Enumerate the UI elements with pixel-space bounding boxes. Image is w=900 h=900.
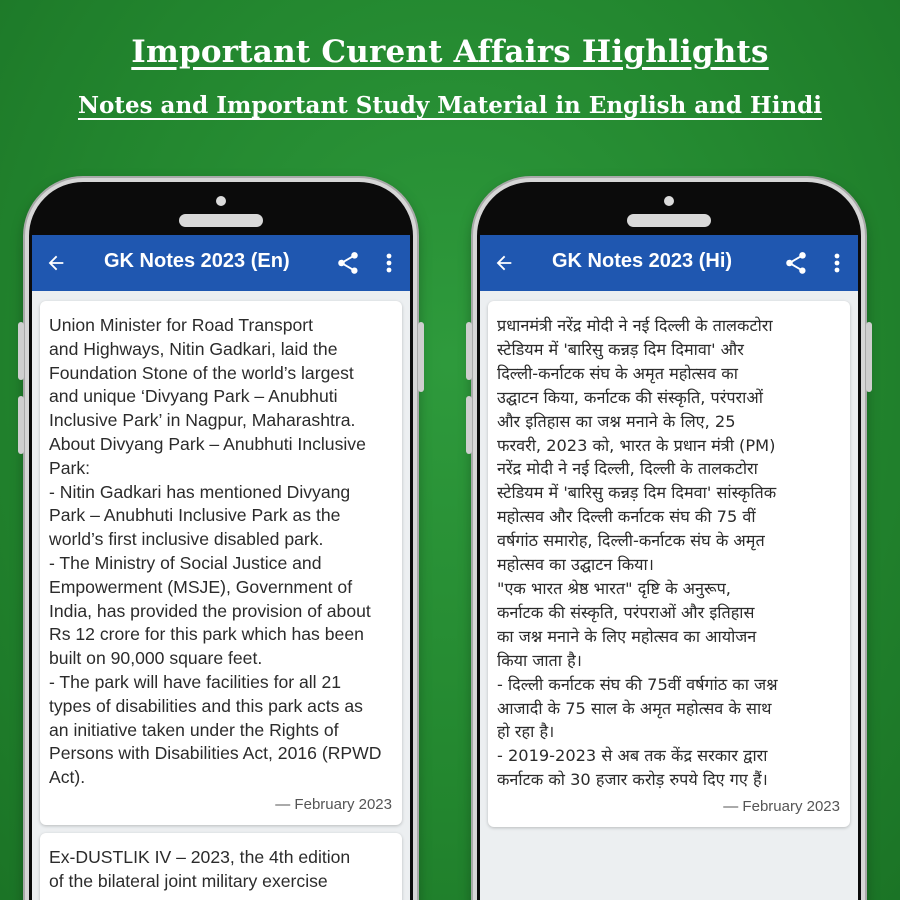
volume-down-button (466, 396, 472, 454)
earpiece-speaker (627, 214, 711, 227)
phone-screen (480, 235, 858, 900)
note-text: Union Minister for Road Transport and Highways, Nitin Gadkari, laid the Foundation Stone of the world’s largest and unique ‘Divyang Park – Anubhuti Inclusive Park’ in Nagpur, Maharashtra. About Divyang Park – Anubhuti Inclusive Park: - Nitin Gadkari has mentioned Divyang Park – Anubhuti Inclusive Park as the world’s first inclusive disabled park. - The Ministry of Social Justice and Empowerment (MSJE), Government of India, has provided the provision of about Rs 12 crore for this park which has been built on 90,000 square feet. - The park will have facilities for all 21 types of disabilities and this park acts as an initiative taken under the Rights of Persons with Disabilities Act, 2016 (RPWD Act). (49, 315, 382, 788)
volume-down-button (18, 396, 24, 454)
volume-up-button (466, 322, 472, 380)
phone-screen (32, 235, 410, 900)
note-card[interactable] (488, 301, 850, 827)
promo-title: Important Curent Affairs Highlights (131, 34, 769, 70)
note-text: प्रधानमंत्री नरेंद्र मोदी ने नई दिल्ली के तालकटोरा स्टेडियम में 'बारिसु कन्नड़ दिम दिमावा' और दिल्ली-कर्नाटक संघ के अमृत महोत्सव का उद्घाटन किया, कर्नाटक की संस्कृति, परंपराओं और इतिहास का जश्न मनाने के लिए, 25 फरवरी, 2023 को, भारत के प्रधान मंत्री (PM) नरेंद्र मोदी ने नई दिल्ली, दिल्ली के तालकटोरा स्टेडियम में 'बारिसु कन्नड़ दिम दिमवा' सांस्कृतिक महोत्सव और दिल्ली कर्नाटक संघ की 75 वीं वर्षगांठ समारोह, दिल्ली-कर्नाटक संघ के अमृत महोत्सव का उद्घाटन किया। "एक भारत श्रेष्ठ भारत" दृष्टि के अनुरूप, कर्नाटक की संस्कृति, परंपराओं और इतिहास का जश्न मनाने के लिए महोत्सव का आयोजन किया जाता है। - दिल्ली कर्नाटक संघ की 75वीं वर्षगांठ का जश्न आजादी के 75 साल के अमृत महोत्सव के साथ हो रहा है। - 2019-2023 से अब तक केंद्र सरकार द्वारा कर्नाटक को 30 हजार करोड़ रुपये दिए गए हैं। (497, 316, 778, 790)
front-camera (216, 196, 226, 206)
front-camera (664, 196, 674, 206)
phone-english (25, 178, 417, 900)
arrow-left-icon[interactable] (490, 249, 518, 277)
note-text: Ex-DUSTLIK IV – 2023, the 4th edition of the bilateral joint military exercise (49, 846, 351, 891)
app-title: GK Notes 2023 (Hi) (552, 250, 733, 272)
more-vert-icon[interactable] (379, 250, 399, 276)
app-bar (480, 235, 858, 291)
app-title: GK Notes 2023 (En) (104, 250, 290, 272)
note-card[interactable] (40, 833, 402, 900)
app-bar (32, 235, 410, 291)
notes-list[interactable] (32, 291, 410, 900)
note-date: — February 2023 (275, 795, 392, 813)
share-icon[interactable] (335, 250, 361, 276)
volume-up-button (18, 322, 24, 380)
earpiece-speaker (179, 214, 263, 227)
note-card[interactable] (40, 301, 402, 825)
note-date: — February 2023 (723, 798, 840, 816)
arrow-left-icon[interactable] (42, 249, 70, 277)
promo-subtitle: Notes and Important Study Material in English and Hindi (77, 92, 823, 119)
more-vert-icon[interactable] (827, 250, 847, 276)
phone-hindi (473, 178, 865, 900)
power-button (866, 322, 872, 392)
notes-list[interactable] (480, 291, 858, 827)
power-button (418, 322, 424, 392)
share-icon[interactable] (783, 250, 809, 276)
